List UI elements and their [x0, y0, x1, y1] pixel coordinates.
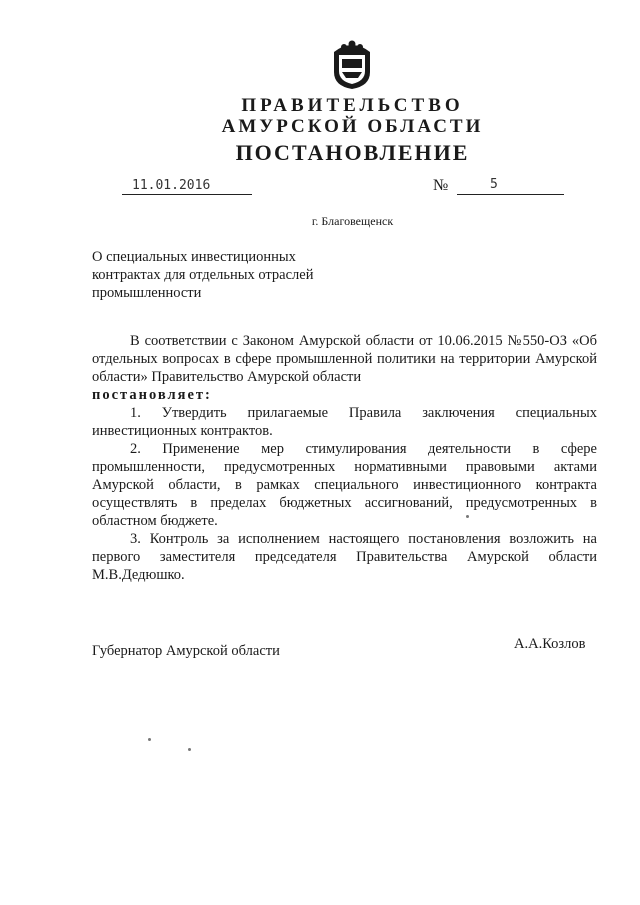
- preamble-paragraph: В соответствии с Законом Амурской области от 10.06.2015 №550-ОЗ «Об отдельных вопросах в сфере промышленной политики на территории Амурской области» Правительство Амурской области: [92, 333, 597, 385]
- item-3-paragraph: 3. Контроль за исполнением настоящего постановления возложить на первого заместителя председателя Правительства Амурской области М.В.Дедюшко.: [92, 531, 597, 583]
- scan-speck: [188, 748, 191, 751]
- decree-word: постановляет:: [92, 387, 212, 403]
- scan-speck: [466, 515, 469, 518]
- document-body: [92, 332, 597, 584]
- subject-line: О специальных инвестиционных: [92, 249, 296, 265]
- item-1-paragraph: 1. Утвердить прилагаемые Правила заключения специальных инвестиционных контрактов.: [92, 405, 597, 439]
- document-subject: [92, 248, 313, 302]
- government-title: ПРАВИТЕЛЬСТВО: [241, 95, 464, 116]
- subject-line: промышленности: [92, 285, 202, 301]
- coat-of-arms-emblem: [330, 38, 374, 90]
- signature-role: Губернатор Амурской области: [92, 643, 280, 659]
- document-number: 5: [490, 177, 498, 192]
- region-title: АМУРСКОЙ ОБЛАСТИ: [221, 116, 484, 137]
- document-date: 11.01.2016: [132, 178, 211, 193]
- date-underline: [122, 194, 252, 195]
- city-name: г. Благовещенск: [311, 214, 394, 228]
- number-label: №: [433, 177, 449, 194]
- subject-line: контрактах для отдельных отраслей: [92, 267, 314, 283]
- signature-name: А.А.Козлов: [514, 636, 586, 652]
- item-2-paragraph: 2. Применение мер стимулирования деятельности в сфере промышленности, предусмотренных нормативными правовыми актами Амурской области, в рамках специального инвестиционного контракта осуществлять в пределах бюджетных ассигнований, предусмотренных в областном бюджете.: [92, 441, 597, 529]
- number-underline: [457, 194, 564, 195]
- scan-speck: [148, 738, 151, 741]
- document-type-title: ПОСТАНОВЛЕНИЕ: [235, 140, 470, 165]
